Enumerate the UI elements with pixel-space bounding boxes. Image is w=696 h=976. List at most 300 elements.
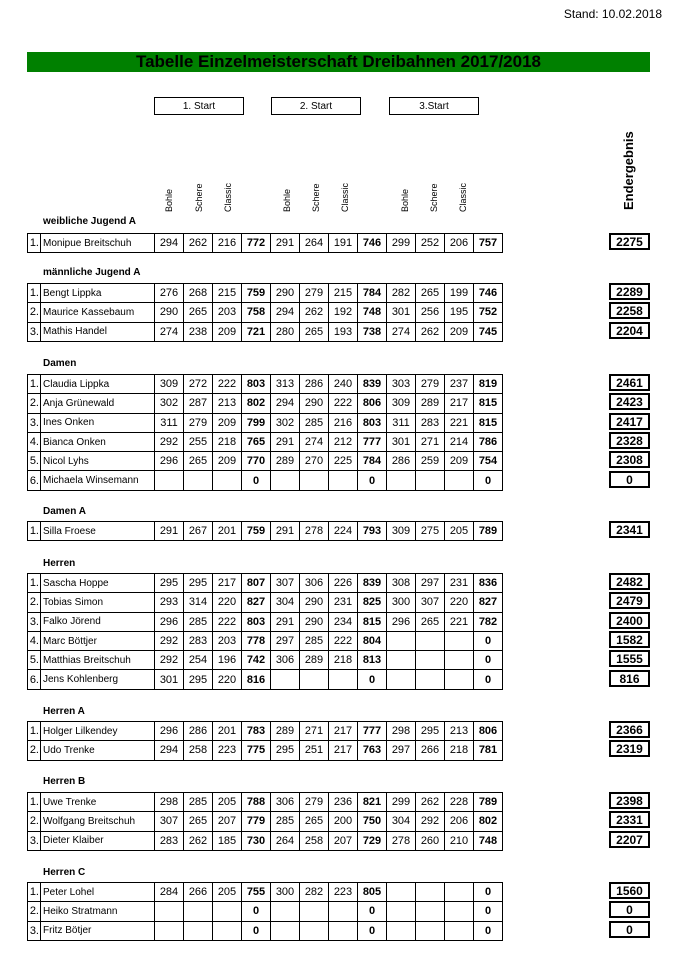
start-sum-cell: 821 (358, 793, 387, 812)
endergebnis-total: 2461 (609, 374, 650, 391)
rank-cell: 1. (28, 284, 41, 303)
start-sum-cell: 742 (242, 651, 271, 670)
score-cell: 251 (300, 741, 329, 760)
score-cell: 292 (155, 651, 184, 670)
endergebnis-total: 2289 (609, 283, 650, 300)
section-table (27, 721, 503, 761)
score-cell: 205 (213, 883, 242, 902)
score-cell (300, 902, 329, 921)
start-sum-cell: 721 (242, 322, 271, 341)
score-cell: 199 (445, 284, 474, 303)
score-cell (329, 471, 358, 490)
endergebnis-total: 2275 (609, 233, 650, 250)
score-cell: 289 (300, 651, 329, 670)
score-cell (416, 883, 445, 902)
start-sum-cell: 759 (242, 284, 271, 303)
score-cell: 289 (271, 722, 300, 741)
start-sum-cell: 0 (474, 921, 503, 940)
rank-cell: 2. (28, 303, 41, 322)
start-sum-cell: 0 (474, 651, 503, 670)
table-row (28, 375, 503, 394)
endergebnis-total: 2328 (609, 432, 650, 449)
score-cell: 216 (329, 413, 358, 432)
score-cell: 223 (213, 741, 242, 760)
score-cell: 215 (329, 284, 358, 303)
rank-cell: 5. (28, 452, 41, 471)
start-sum-cell: 779 (242, 812, 271, 831)
endergebnis-total: 2258 (609, 302, 650, 319)
table-row (28, 322, 503, 341)
score-cell: 205 (213, 793, 242, 812)
score-cell: 266 (184, 883, 213, 902)
section-title: Herren A (43, 706, 85, 717)
score-cell: 215 (213, 284, 242, 303)
score-cell: 264 (271, 831, 300, 850)
player-name: Silla Froese (41, 522, 155, 541)
rank-cell: 4. (28, 432, 41, 451)
start-sum-cell: 803 (358, 413, 387, 432)
score-cell: 301 (387, 432, 416, 451)
score-cell: 299 (387, 234, 416, 253)
score-cell: 303 (387, 375, 416, 394)
start-sum-cell: 789 (474, 522, 503, 541)
start-sum-cell: 813 (358, 651, 387, 670)
rank-cell: 6. (28, 670, 41, 689)
start-sum-cell: 805 (358, 883, 387, 902)
score-cell: 209 (213, 452, 242, 471)
start-sum-cell: 748 (358, 303, 387, 322)
start-sum-cell: 816 (242, 670, 271, 689)
rank-cell: 1. (28, 793, 41, 812)
start-sum-cell: 804 (358, 631, 387, 650)
start-sum-cell: 781 (474, 741, 503, 760)
score-cell: 285 (184, 793, 213, 812)
score-cell: 286 (300, 375, 329, 394)
score-cell: 207 (329, 831, 358, 850)
player-name: Bianca Onken (41, 432, 155, 451)
player-name: Marc Böttjer (41, 631, 155, 650)
score-cell: 217 (445, 394, 474, 413)
score-cell: 267 (184, 522, 213, 541)
section-title: Herren (43, 558, 76, 569)
start-sum-cell: 793 (358, 522, 387, 541)
score-cell (329, 921, 358, 940)
score-cell: 279 (184, 413, 213, 432)
score-cell: 214 (445, 432, 474, 451)
section-table (27, 882, 503, 941)
score-cell: 278 (300, 522, 329, 541)
score-cell: 292 (155, 631, 184, 650)
start-sum-cell: 0 (358, 902, 387, 921)
start-sum-cell: 836 (474, 574, 503, 593)
start-sum-cell: 775 (242, 741, 271, 760)
score-cell: 228 (445, 793, 474, 812)
rank-cell: 1. (28, 883, 41, 902)
rank-cell: 2. (28, 394, 41, 413)
player-name: Maurice Kassebaum (41, 303, 155, 322)
section-title: männliche Jugend A (43, 267, 141, 278)
score-cell: 217 (329, 741, 358, 760)
start-sum-cell: 729 (358, 831, 387, 850)
score-cell (445, 902, 474, 921)
start-sum-cell: 763 (358, 741, 387, 760)
score-cell (300, 471, 329, 490)
score-cell: 192 (329, 303, 358, 322)
start-sum-cell: 0 (474, 670, 503, 689)
player-name: Heiko Stratmann (41, 902, 155, 921)
section-title: Damen (43, 358, 77, 369)
start-sum-cell: 0 (474, 883, 503, 902)
rank-cell: 2. (28, 741, 41, 760)
endergebnis-total: 1560 (609, 882, 650, 899)
score-cell: 302 (155, 394, 184, 413)
score-cell: 218 (213, 432, 242, 451)
score-cell: 282 (387, 284, 416, 303)
score-cell (387, 631, 416, 650)
start-sum-cell: 802 (242, 394, 271, 413)
score-cell: 292 (155, 432, 184, 451)
score-cell: 196 (213, 651, 242, 670)
start-2-label: 2. Start (271, 97, 361, 115)
score-cell: 287 (184, 394, 213, 413)
score-cell: 295 (271, 741, 300, 760)
score-cell: 270 (300, 452, 329, 471)
score-cell: 296 (155, 722, 184, 741)
table-row (28, 722, 503, 741)
score-cell: 262 (416, 322, 445, 341)
score-cell: 217 (329, 722, 358, 741)
score-cell: 265 (300, 322, 329, 341)
score-cell (271, 670, 300, 689)
table-row (28, 902, 503, 921)
table-row (28, 471, 503, 490)
rank-cell: 3. (28, 322, 41, 341)
start-sum-cell: 839 (358, 574, 387, 593)
start-sum-cell: 746 (474, 284, 503, 303)
score-cell: 185 (213, 831, 242, 850)
table-row (28, 452, 503, 471)
score-cell: 299 (387, 793, 416, 812)
start-sum-cell: 815 (474, 413, 503, 432)
score-cell: 311 (155, 413, 184, 432)
score-cell (271, 471, 300, 490)
score-cell (213, 902, 242, 921)
rank-cell: 6. (28, 471, 41, 490)
score-cell: 271 (300, 722, 329, 741)
start-3-label: 3.Start (389, 97, 479, 115)
start-sum-cell: 789 (474, 793, 503, 812)
page-title: Tabelle Einzelmeisterschaft Dreibahnen 2017/2018 (27, 52, 650, 72)
player-name: Wolfgang Breitschuh (41, 812, 155, 831)
score-cell (329, 902, 358, 921)
table-row (28, 303, 503, 322)
player-name: Nicol Lyhs (41, 452, 155, 471)
start-sum-cell: 799 (242, 413, 271, 432)
endergebnis-total: 2308 (609, 451, 650, 468)
endergebnis-total: 0 (609, 921, 650, 938)
endergebnis-total: 816 (609, 670, 650, 687)
score-cell: 291 (271, 522, 300, 541)
score-cell: 275 (416, 522, 445, 541)
score-cell: 283 (416, 413, 445, 432)
score-cell: 210 (445, 831, 474, 850)
table-row (28, 831, 503, 850)
score-cell: 274 (387, 322, 416, 341)
score-cell: 222 (329, 394, 358, 413)
section-title: weibliche Jugend A (43, 216, 136, 227)
score-cell: 222 (213, 375, 242, 394)
score-cell: 286 (184, 722, 213, 741)
score-cell (271, 921, 300, 940)
player-name: Uwe Trenke (41, 793, 155, 812)
start-1-label: 1. Start (154, 97, 244, 115)
table-row (28, 741, 503, 760)
endergebnis-total: 2398 (609, 792, 650, 809)
score-cell: 271 (416, 432, 445, 451)
score-cell: 300 (387, 593, 416, 612)
score-cell: 259 (416, 452, 445, 471)
score-cell: 297 (416, 574, 445, 593)
endergebnis-total: 1555 (609, 650, 650, 667)
score-cell: 313 (271, 375, 300, 394)
score-cell: 262 (416, 793, 445, 812)
start-sum-cell: 746 (358, 234, 387, 253)
table-row (28, 522, 503, 541)
score-cell: 212 (329, 432, 358, 451)
table-row (28, 921, 503, 940)
score-cell: 290 (300, 394, 329, 413)
section-table (27, 573, 503, 690)
score-cell: 265 (184, 812, 213, 831)
score-cell: 300 (271, 883, 300, 902)
start-sum-cell: 807 (242, 574, 271, 593)
score-cell (184, 471, 213, 490)
endergebnis-total: 2366 (609, 721, 650, 738)
score-cell: 217 (213, 574, 242, 593)
score-cell: 289 (416, 394, 445, 413)
score-cell (329, 670, 358, 689)
score-cell: 295 (155, 574, 184, 593)
score-cell: 203 (213, 303, 242, 322)
score-cell: 191 (329, 234, 358, 253)
table-row (28, 432, 503, 451)
score-cell: 231 (329, 593, 358, 612)
start-sum-cell: 754 (474, 452, 503, 471)
score-cell: 297 (387, 741, 416, 760)
start-sum-cell: 806 (474, 722, 503, 741)
rank-cell: 2. (28, 812, 41, 831)
score-cell: 291 (271, 432, 300, 451)
start-sum-cell: 783 (242, 722, 271, 741)
start-sum-cell: 0 (474, 471, 503, 490)
start-sum-cell: 759 (242, 522, 271, 541)
endergebnis-total: 2207 (609, 831, 650, 848)
start-sum-cell: 0 (474, 902, 503, 921)
endergebnis-total: 2341 (609, 521, 650, 538)
endergebnis-total: 1582 (609, 631, 650, 648)
score-cell: 223 (329, 883, 358, 902)
score-cell: 200 (329, 812, 358, 831)
score-cell (271, 902, 300, 921)
score-cell (184, 902, 213, 921)
score-cell (387, 883, 416, 902)
score-cell: 268 (184, 284, 213, 303)
score-cell: 205 (445, 522, 474, 541)
score-cell: 195 (445, 303, 474, 322)
score-cell: 262 (184, 234, 213, 253)
start-sum-cell: 819 (474, 375, 503, 394)
score-cell: 262 (184, 831, 213, 850)
start-sum-cell: 730 (242, 831, 271, 850)
column-header-3-1: Schere (429, 183, 439, 212)
section-table (27, 233, 503, 253)
score-cell (445, 670, 474, 689)
endergebnis-total: 2423 (609, 393, 650, 410)
score-cell: 203 (213, 631, 242, 650)
score-cell: 209 (445, 452, 474, 471)
start-sum-cell: 0 (242, 921, 271, 940)
score-cell: 252 (416, 234, 445, 253)
score-cell (445, 471, 474, 490)
start-sum-cell: 825 (358, 593, 387, 612)
score-cell: 293 (155, 593, 184, 612)
score-cell: 274 (155, 322, 184, 341)
table-row (28, 670, 503, 689)
score-cell: 284 (155, 883, 184, 902)
score-cell: 206 (445, 812, 474, 831)
score-cell: 309 (387, 394, 416, 413)
score-cell (300, 670, 329, 689)
score-cell (416, 471, 445, 490)
player-name: Holger Lilkendey (41, 722, 155, 741)
score-cell: 265 (184, 303, 213, 322)
start-sum-cell: 839 (358, 375, 387, 394)
score-cell (416, 651, 445, 670)
score-cell: 221 (445, 612, 474, 631)
start-sum-cell: 827 (242, 593, 271, 612)
score-cell (155, 921, 184, 940)
score-cell: 307 (416, 593, 445, 612)
score-cell: 307 (155, 812, 184, 831)
rank-cell: 5. (28, 651, 41, 670)
score-cell: 283 (184, 631, 213, 650)
rank-cell: 1. (28, 522, 41, 541)
start-sum-cell: 755 (242, 883, 271, 902)
score-cell (184, 921, 213, 940)
score-cell: 289 (271, 452, 300, 471)
rank-cell: 1. (28, 375, 41, 394)
rank-cell: 3. (28, 831, 41, 850)
score-cell (416, 902, 445, 921)
table-row (28, 812, 503, 831)
table-row (28, 413, 503, 432)
score-cell: 290 (300, 593, 329, 612)
score-cell: 286 (387, 452, 416, 471)
start-sum-cell: 777 (358, 722, 387, 741)
score-cell: 301 (155, 670, 184, 689)
score-cell: 207 (213, 812, 242, 831)
endergebnis-total: 2204 (609, 322, 650, 339)
score-cell: 282 (300, 883, 329, 902)
start-sum-cell: 738 (358, 322, 387, 341)
score-cell: 302 (271, 413, 300, 432)
player-name: Matthias Breitschuh (41, 651, 155, 670)
section-table (27, 374, 503, 491)
score-cell: 276 (155, 284, 184, 303)
score-cell: 220 (213, 593, 242, 612)
start-sum-cell: 770 (242, 452, 271, 471)
table-row (28, 793, 503, 812)
score-cell: 307 (271, 574, 300, 593)
player-name: Michaela Winsemann (41, 471, 155, 490)
score-cell: 298 (155, 793, 184, 812)
score-cell (155, 471, 184, 490)
score-cell: 280 (271, 322, 300, 341)
player-name: Jens Kohlenberg (41, 670, 155, 689)
section-title: Herren C (43, 867, 86, 878)
player-name: Monipue Breitschuh (41, 234, 155, 253)
score-cell: 256 (416, 303, 445, 322)
score-cell (387, 471, 416, 490)
score-cell: 258 (300, 831, 329, 850)
score-cell: 294 (271, 394, 300, 413)
column-header-1-0: Bohle (164, 188, 174, 212)
score-cell: 279 (300, 284, 329, 303)
endergebnis-total: 2400 (609, 612, 650, 629)
column-header-2-1: Schere (311, 183, 321, 212)
score-cell: 309 (155, 375, 184, 394)
score-cell (387, 921, 416, 940)
score-cell: 201 (213, 722, 242, 741)
score-cell: 220 (213, 670, 242, 689)
start-sum-cell: 765 (242, 432, 271, 451)
table-row (28, 284, 503, 303)
start-sum-cell: 803 (242, 375, 271, 394)
score-cell (445, 631, 474, 650)
score-cell: 254 (184, 651, 213, 670)
score-cell (416, 670, 445, 689)
start-sum-cell: 750 (358, 812, 387, 831)
score-cell: 237 (445, 375, 474, 394)
start-sum-cell: 782 (474, 612, 503, 631)
score-cell: 291 (155, 522, 184, 541)
score-cell: 295 (184, 574, 213, 593)
score-cell: 222 (329, 631, 358, 650)
score-cell: 296 (155, 612, 184, 631)
score-cell: 213 (445, 722, 474, 741)
rank-cell: 1. (28, 722, 41, 741)
score-cell: 255 (184, 432, 213, 451)
column-header-2-2: Classic (340, 182, 350, 212)
table-row (28, 394, 503, 413)
score-cell: 234 (329, 612, 358, 631)
start-sum-cell: 788 (242, 793, 271, 812)
start-sum-cell: 0 (474, 631, 503, 650)
score-cell: 308 (387, 574, 416, 593)
endergebnis-total: 2482 (609, 573, 650, 590)
score-cell: 265 (300, 812, 329, 831)
score-cell: 283 (155, 831, 184, 850)
score-cell (213, 921, 242, 940)
endergebnis-total: 2479 (609, 592, 650, 609)
score-cell (213, 471, 242, 490)
column-header-3-0: Bohle (400, 188, 410, 212)
score-cell: 306 (300, 574, 329, 593)
score-cell: 306 (271, 651, 300, 670)
score-cell (416, 921, 445, 940)
start-sum-cell: 815 (474, 394, 503, 413)
table-row (28, 593, 503, 612)
